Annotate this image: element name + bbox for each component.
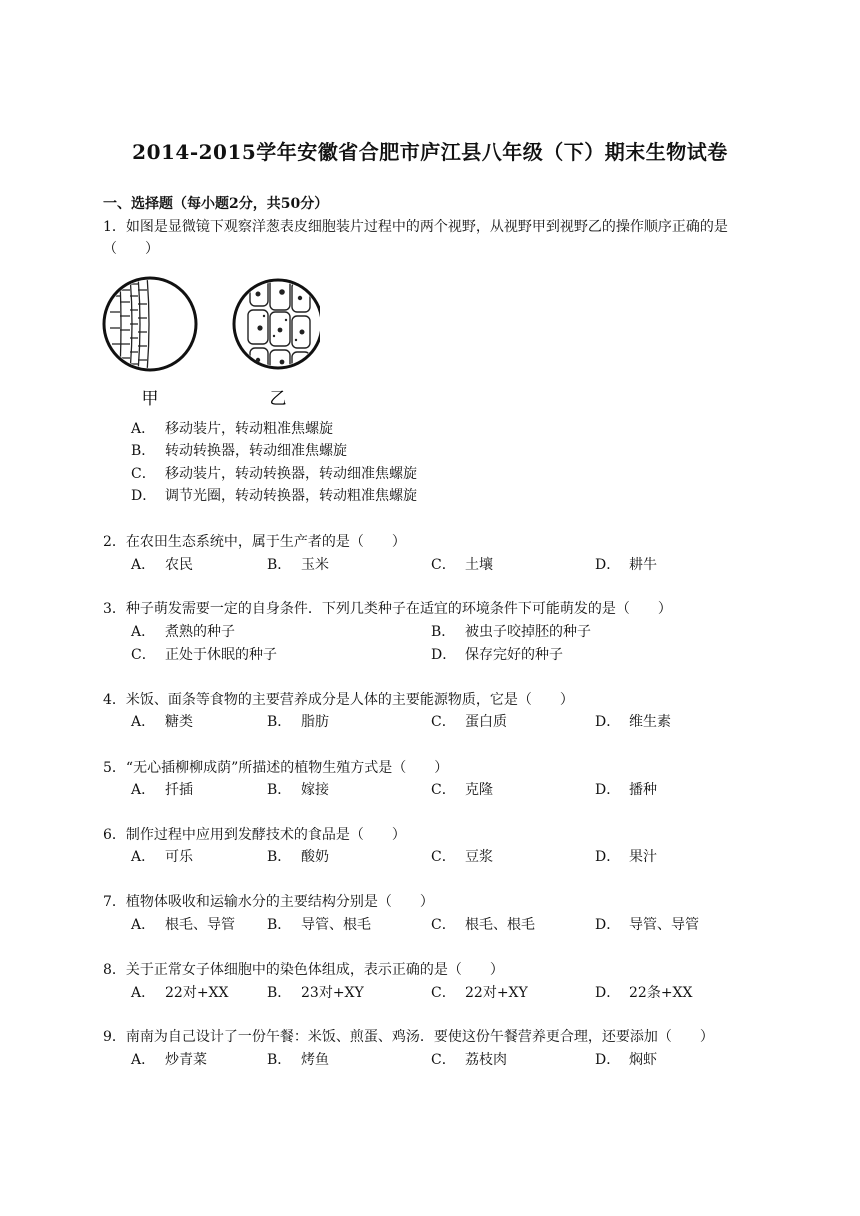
option-3c: C． 正处于休眠的种子 (131, 647, 277, 663)
option-8c: C． 22对+XY (431, 985, 528, 1001)
option-7a: A． 根毛、导管 (131, 917, 235, 933)
option-9c: C． 荔枝肉 (431, 1052, 507, 1068)
option-8b: B． 23对+XY (267, 985, 364, 1001)
option-1d: D． 调节光圈，转动转换器，转动粗准焦螺旋 (131, 488, 417, 504)
option-6b: B． 酸奶 (267, 849, 329, 865)
question-7-stem: 7．植物体吸收和运输水分的主要结构分别是（ ） (103, 894, 434, 910)
option-2d: D． 耕牛 (595, 557, 657, 573)
question-3-stem: 3．种子萌发需要一定的自身条件．下列几类种子在适宜的环境条件下可能萌发的是（ ） (103, 601, 672, 617)
question-4-stem: 4．米饭、面条等食物的主要营养成分是人体的主要能源物质，它是（ ） (103, 692, 574, 708)
option-7b: B． 导管、根毛 (267, 917, 371, 933)
option-3d: D． 保存完好的种子 (431, 647, 563, 663)
option-9b: B． 烤鱼 (267, 1052, 329, 1068)
option-2b: B． 玉米 (267, 557, 329, 573)
question-9-stem: 9．南南为自己设计了一份午餐：米饭、煎蛋、鸡汤．要使这份午餐营养更合理，还要添加（ ） (103, 1029, 714, 1045)
option-3b: B． 被虫子咬掉胚的种子 (431, 624, 591, 640)
option-1c: C． 移动装片，转动转换器，转动细准焦螺旋 (131, 466, 417, 482)
option-8a: A． 22对+XX (131, 985, 229, 1001)
microscope-figure (100, 272, 320, 412)
question-8-stem: 8．关于正常女子体细胞中的染色体组成，表示正确的是（ ） (103, 962, 504, 978)
option-4d: D． 维生素 (595, 714, 671, 730)
field-of-view-yi (234, 274, 320, 374)
question-6-stem: 6．制作过程中应用到发酵技术的食品是（ ） (103, 827, 406, 843)
option-6a: A． 可乐 (131, 849, 193, 865)
exam-title: 2014-2015学年安徽省合肥市庐江县八年级（下）期末生物试卷 (132, 140, 728, 164)
question-2-stem: 2．在农田生态系统中，属于生产者的是（ ） (103, 534, 406, 550)
option-4a: A． 糖类 (131, 714, 193, 730)
option-8d: D． 22条+XX (595, 985, 693, 1001)
option-2c: C． 土壤 (431, 557, 493, 573)
question-5-stem: 5．“无心插柳柳成荫”所描述的植物生殖方式是（ ） (103, 760, 449, 776)
section-heading: 一、选择题（每小题2分，共50分） (103, 196, 329, 212)
option-6d: D． 果汁 (595, 849, 657, 865)
option-5c: C． 克隆 (431, 782, 493, 798)
option-6c: C． 豆浆 (431, 849, 493, 865)
option-5a: A． 扦插 (131, 782, 193, 798)
figure-label-yi: 乙 (269, 389, 287, 409)
field-of-view-jia (104, 276, 196, 372)
option-2a: A． 农民 (131, 557, 193, 573)
option-3a: A． 煮熟的种子 (131, 624, 235, 640)
option-9d: D． 焖虾 (595, 1052, 657, 1068)
option-7d: D． 导管、导管 (595, 917, 699, 933)
option-4c: C． 蛋白质 (431, 714, 507, 730)
option-7c: C． 根毛、根毛 (431, 917, 535, 933)
option-5d: D． 播种 (595, 782, 657, 798)
option-1a: A． 移动装片，转动粗准焦螺旋 (131, 421, 333, 437)
option-4b: B． 脂肪 (267, 714, 329, 730)
option-9a: A． 炒青菜 (131, 1052, 207, 1068)
option-5b: B． 嫁接 (267, 782, 329, 798)
question-1-stem: 1．如图是显微镜下观察洋葱表皮细胞装片过程中的两个视野，从视野甲到视野乙的操作顺序正确的是（ ） (103, 219, 728, 257)
figure-label-jia: 甲 (141, 389, 159, 409)
option-1b: B． 转动转换器，转动细准焦螺旋 (131, 443, 347, 459)
